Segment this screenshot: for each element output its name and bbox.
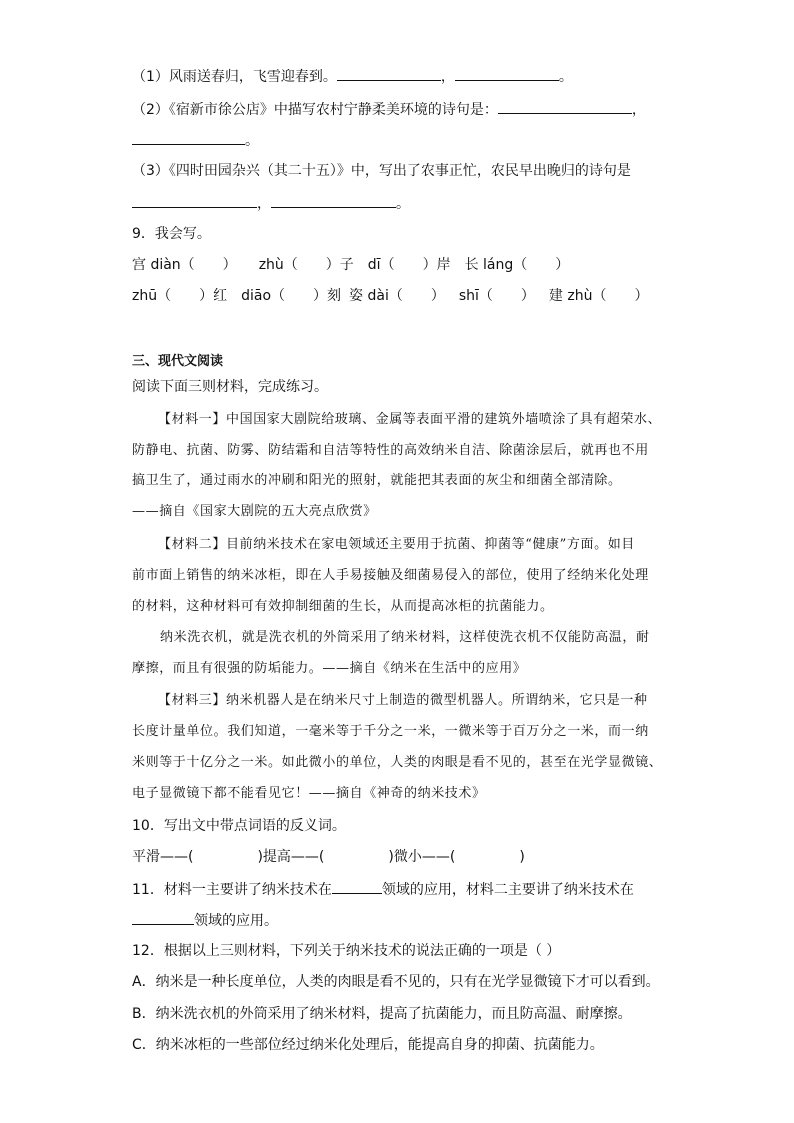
material-2-line-4: 纳米洗衣机，就是洗衣机的外筒采用了纳米材料，这样使洗衣机不仅能防高温，耐 [160, 630, 650, 645]
q8-item-2-text: （2）《宿新市徐公店》中描写农村宁静柔美环境的诗句是： [132, 102, 498, 118]
answer-blank[interactable] [132, 193, 257, 208]
answer-blank[interactable] [132, 910, 194, 925]
separator: ， [257, 196, 271, 212]
period: 。 [558, 69, 573, 85]
q11-text: 领域的应用，材料二主要讲了纳米技术在 [381, 882, 634, 898]
q9-row-2 [132, 286, 648, 306]
period: 。 [245, 133, 259, 149]
q9-row-1 [132, 255, 569, 275]
period: 。 [396, 196, 410, 212]
q11-line-1 [132, 879, 634, 900]
pinyin-item[interactable]: diāo（ ）刻 [241, 288, 342, 304]
material-1-source: ——摘自《国家大剧院的五大亮点欣赏》 [132, 504, 377, 519]
q12-option-a[interactable]: A．纳米是一种长度单位，人类的肉眼是看不见的，只有在光学显微镜下才可以看到。 [132, 974, 660, 990]
q12-title: 12．根据以上三则材料，下列关于纳米技术的说法正确的一项是（ ） [132, 943, 561, 959]
q8-line-3 [132, 130, 259, 151]
pinyin-item[interactable]: 建 zhù（ ） [548, 288, 649, 304]
antonym-prompt: )提高——( [257, 849, 325, 865]
q9-title: 9．我会写。 [132, 226, 211, 242]
material-3-line-3: 米则等于十亿分之一米。如此微小的单位，人类的肉眼是看不见的，甚至在光学显微镜、 [132, 755, 663, 770]
pinyin-item[interactable]: 姿 dài（ ） [349, 288, 445, 304]
answer-blank[interactable] [337, 66, 441, 81]
q8-line-4 [132, 161, 631, 181]
section-heading: 三、现代文阅读 [132, 354, 224, 369]
material-1-line-1: 【材料一】中国国家大剧院给玻璃、金属等表面平滑的建筑外墙喷涂了具有超荣水、 [158, 412, 662, 427]
q8-line-1 [132, 66, 573, 87]
pinyin-item[interactable]: zhù（ ）子 [258, 257, 354, 273]
separator: ， [631, 102, 646, 118]
answer-blank[interactable] [332, 879, 382, 894]
q8-item-1-text: （1）风雨送春归，飞雪迎春到。 [132, 69, 337, 85]
q8-item-3-text: （3）《四时田园杂兴（其二十五）》中，写出了农事正忙，农民早出晚归的诗句是 [132, 163, 631, 179]
material-2-line-5: 摩擦，而且有很强的防垢能力。——摘自《纳米在生活中的应用》 [132, 661, 527, 676]
section-intro: 阅读下面三则材料，完成练习。 [132, 379, 328, 395]
pinyin-item[interactable]: dī（ ）岸 [367, 257, 451, 273]
antonym-prompt: )微小——( [388, 849, 456, 865]
q10-title: 10．写出文中带点词语的反义词。 [132, 818, 346, 834]
q11-text: 11．材料一主要讲了纳米技术在 [132, 882, 332, 898]
antonym-prompt: ) [519, 849, 525, 865]
material-2-line-1: 【材料二】目前纳米技术在家电领域还主要用于抗菌、抑菌等“健康”方面。如目 [158, 537, 635, 552]
material-2-line-2: 前市面上销售的纳米冰柜，即在人手易接触及细菌易侵入的部位，使用了经纳米化处理 [132, 568, 649, 583]
material-3-line-2: 长度计量单位。我们知道，一毫米等于千分之一米，一微米等于百万分之一米，而一纳 [132, 724, 649, 739]
material-2-line-3: 的材料，这种材料可有效抑制细菌的生长，从而提高冰柜的抗菌能力。 [132, 599, 554, 614]
q12-option-b[interactable]: B．纳米洗衣机的外筒采用了纳米材料，提高了抗菌能力，而且防高温、耐摩擦。 [132, 1006, 632, 1022]
answer-blank[interactable] [455, 66, 559, 81]
antonym-prompt: 平滑——( [132, 849, 194, 865]
q11-line-2 [132, 910, 278, 931]
pinyin-item[interactable]: zhū（ ）红 [132, 288, 228, 304]
q11-text: 领域的应用。 [194, 913, 278, 929]
answer-blank[interactable] [132, 130, 245, 145]
answer-blank[interactable] [271, 193, 396, 208]
answer-blank[interactable] [498, 99, 632, 114]
q8-line-2 [132, 99, 646, 120]
material-3-line-4: 电子显微镜下都不能看见它！——摘自《神奇的纳米技术》 [132, 786, 486, 801]
material-3-line-1: 【材料三】纳米机器人是在纳米尺寸上制造的微型机器人。所谓纳米，它只是一种 [158, 693, 648, 708]
material-1-line-2: 防静电、抗菌、防雾、防结霜和自洁等特性的高效纳米自洁、除菌涂层后，就再也不用 [132, 443, 649, 458]
material-1-line-3: 搞卫生了，通过雨水的冲刷和阳光的照射，就能把其表面的灰尘和细菌全部清除。 [132, 473, 622, 488]
pinyin-item[interactable]: 长 láng（ ） [464, 257, 570, 273]
pinyin-item[interactable]: shī（ ） [458, 288, 535, 304]
separator: ， [440, 69, 455, 85]
pinyin-item[interactable]: 宫 diàn（ ） [132, 257, 237, 273]
q12-option-c[interactable]: C．纳米冰柜的一些部位经过纳米化处理后，能提高自身的抑菌、抗菌能力。 [132, 1037, 604, 1053]
q8-line-5 [132, 193, 410, 214]
q10-answers [132, 847, 525, 867]
